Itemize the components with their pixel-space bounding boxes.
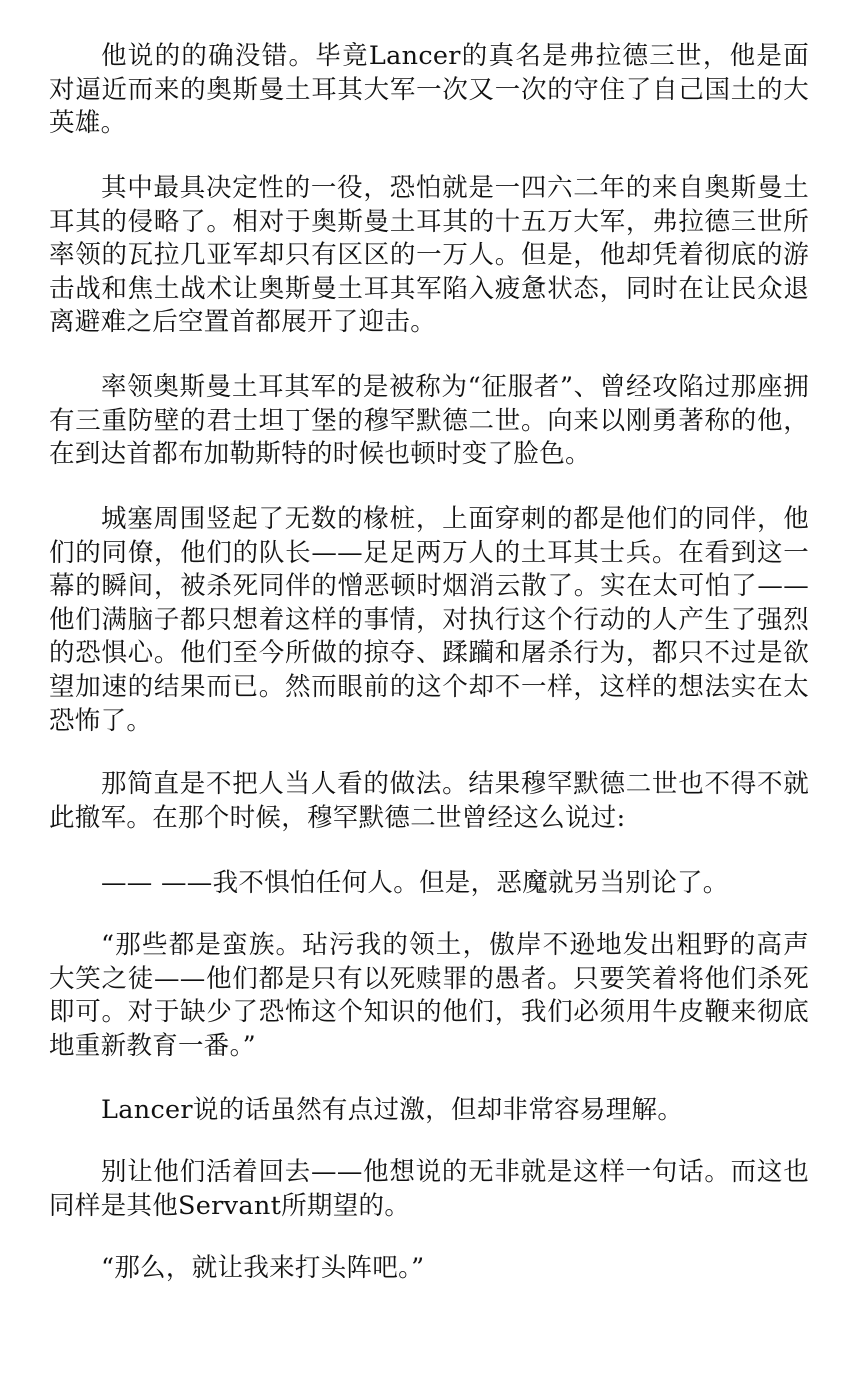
paragraph: 其中最具决定性的一役，恐怕就是一四六二年的来自奥斯曼土耳其的侵略了。相对于奥斯曼土耳其的十五万大军，弗拉德三世所率领的瓦拉几亚军却只有区区的一万人。但是，他却凭着彻底的游击战和焦土战术让奥斯曼土耳其军陷入疲惫状态，同时在让民众退离避难之后空置首都展开了迎击。: [49, 173, 809, 338]
paragraph: 那简直是不把人当人看的做法。结果穆罕默德二世也不得不就此撤军。在那个时候，穆罕默德二世曾经这么说过:: [49, 769, 809, 833]
paragraph: 城塞周围竖起了无数的椽桩，上面穿刺的都是他们的同伴，他们的同僚，他们的队长——足足两万人的土耳其士兵。在看到这一幕的瞬间，被杀死同伴的憎恶顿时烟消云散了。实在太可怕了——他们满脑子都只想着这样的事情，对执行这个行动的人产生了强烈的恐惧心。他们至今所做的掠夺、蹂躏和屠杀行为，都只不过是欲望加速的结果而已。然而眼前的这个却不一样，这样的想法实在太恐怖了。: [49, 504, 809, 736]
paragraph: 别让他们活着回去——他想说的无非就是这样一句话。而这也同样是其他Servant所期望的。: [49, 1157, 809, 1221]
paragraph: “那么，就让我来打头阵吧。”: [101, 1253, 425, 1283]
paragraph: —— ——我不惧怕任何人。但是，恶魔就另当别论了。: [101, 868, 729, 898]
paragraph: 率领奥斯曼土耳其军的是被称为“征服者”、曾经攻陷过那座拥有三重防壁的君士坦丁堡的穆罕默德二世。向来以刚勇著称的他，在到达首都布加勒斯特的时候也顿时变了脸色。: [49, 372, 809, 470]
paragraph: Lancer说的话虽然有点过激，但却非常容易理解。: [101, 1095, 684, 1125]
paragraph: “那些都是蛮族。玷污我的领土，傲岸不逊地发出粗野的高声大笑之徒——他们都是只有以死赎罪的愚者。只要笑着将他们杀死即可。对于缺少了恐怖这个知识的他们，我们必须用牛皮鞭来彻底地重新教育一番。”: [49, 930, 809, 1061]
paragraph: 他说的的确没错。毕竟Lancer的真名是弗拉德三世，他是面对逼近而来的奥斯曼土耳其大军一次又一次的守住了自己国土的大英雄。: [49, 41, 809, 139]
